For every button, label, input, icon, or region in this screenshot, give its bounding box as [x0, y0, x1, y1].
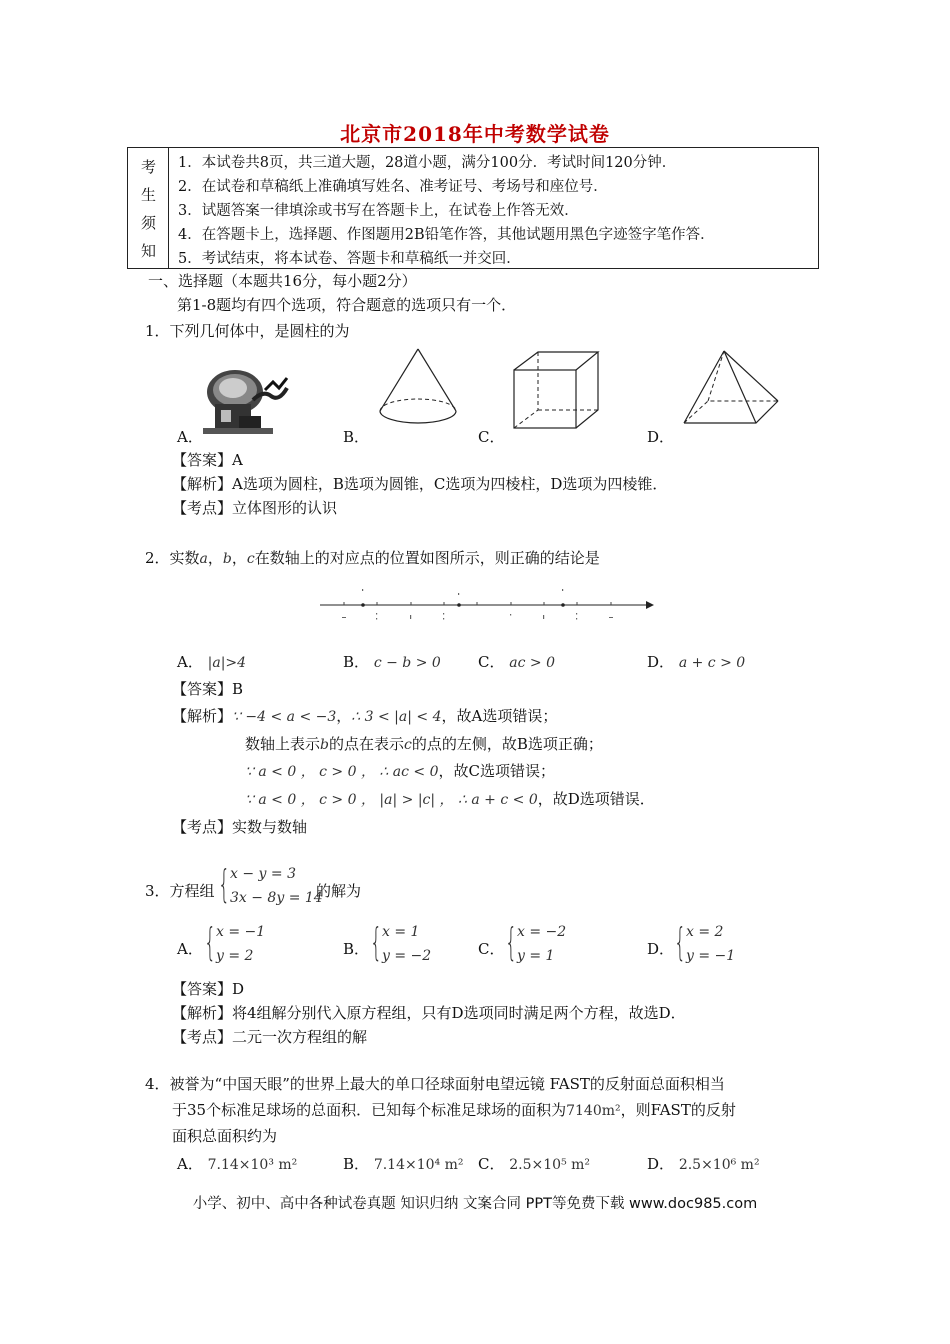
q1-stem: 1．下列几何体中，是圆柱的为: [145, 322, 350, 340]
notice-side-char: 考: [141, 158, 157, 176]
q3-option-b: [370, 922, 450, 972]
q2-analysis-line4: [245, 788, 655, 809]
q2-var-a: a: [199, 551, 208, 567]
q2-option-a-math: |a|>4: [207, 655, 247, 671]
q2-analysis-line1: [172, 705, 557, 726]
page-title: 北京市2018年中考数学试卷: [340, 122, 610, 146]
q2-analysis-text: 的点在表示: [328, 735, 404, 753]
q2-var-c: c: [404, 737, 412, 753]
page-footer: 小学、初中、高中各种试卷真题 知识归纳 文案合同 PPT等免费下载 www.doc985.com: [192, 1196, 758, 1212]
q4-stem-math: 7140m²: [566, 1103, 621, 1119]
q4-option-c-math: 2.5×10⁵ m²: [509, 1157, 591, 1173]
q2-point: 【考点】实数与数轴: [172, 818, 308, 836]
brace-glyph: {: [505, 920, 518, 964]
q2-option-b-math: c − b > 0: [373, 655, 441, 671]
q4-option-b: [343, 1153, 463, 1174]
q3-equation-system: [218, 862, 323, 914]
q3-option-math: y = 1: [517, 948, 555, 964]
pyramid-image: [678, 345, 788, 430]
section-heading: 一、选择题（本题共16分，每小题2分）: [148, 272, 417, 290]
q2-stem-post: 在数轴上的对应点的位置如图所示，则正确的结论是: [254, 549, 600, 567]
cone-image: [374, 345, 464, 435]
notice-line: 1．本试卷共8页，共三道大题，28道小题，满分100分．考试时间120分钟．: [178, 155, 677, 171]
q4-option-c: [478, 1153, 590, 1174]
q3-answer: 【答案】D: [172, 980, 245, 998]
brace-glyph: {: [204, 920, 217, 964]
q2-sep: ，: [207, 549, 223, 567]
q2-analysis-line2: [245, 733, 603, 754]
q4-option-d-label: D．: [647, 1155, 675, 1173]
q4-stem-line2: [172, 1099, 736, 1120]
q1-option-a: A．: [177, 428, 203, 446]
cube-image: [508, 348, 603, 433]
q4-option-b-math: 7.14×10⁴ m²: [373, 1157, 464, 1173]
q4-stem-text: ，则FAST的反射: [620, 1101, 736, 1119]
q3-option-a-label: A．: [177, 940, 203, 958]
q4-option-a: [177, 1153, 297, 1174]
q1-option-d: D．: [647, 428, 675, 446]
brace-glyph: {: [218, 862, 231, 906]
q2-analysis-line3: [245, 760, 555, 781]
q3-option-math: x = −1: [216, 924, 266, 940]
q4-option-a-math: 7.14×10³ m²: [207, 1157, 298, 1173]
q2-analysis-text: 数轴上表示: [245, 735, 321, 753]
q3-stem-post: 的解为: [316, 882, 362, 900]
q1-answer: 【答案】A: [172, 451, 243, 469]
q4-option-d-math: 2.5×10⁶ m²: [678, 1157, 760, 1173]
q1-option-b: B．: [343, 428, 370, 446]
q2-analysis-tail: ，故D选项错误．: [537, 790, 655, 808]
q2-option-b: [343, 651, 441, 672]
q2-sep: ，: [231, 549, 247, 567]
q1-option-c: C．: [478, 428, 505, 446]
q2-var-c: c: [246, 551, 255, 567]
brace-glyph: {: [370, 920, 383, 964]
brace-glyph: {: [674, 920, 687, 964]
q3-option-c: [505, 922, 585, 972]
q1-point: 【考点】立体图形的认识: [172, 499, 338, 517]
q3-option-math: x = −2: [517, 924, 567, 940]
q3-option-d-label: D．: [647, 940, 675, 958]
exam-notice-box: [127, 147, 819, 269]
q2-analysis-math: ∴ 3 < |a| < 4: [351, 709, 442, 725]
q2-stem-pre: 2．实数: [145, 549, 200, 567]
q4-option-c-label: C．: [478, 1155, 505, 1173]
q2-option-a-label: A．: [177, 653, 203, 671]
number-line-figure: [318, 585, 658, 625]
q2-var-b: b: [222, 551, 232, 567]
notice-side-label: [128, 148, 169, 268]
q3-option-math: y = −2: [382, 948, 432, 964]
q3-stem-pre: 3．方程组: [145, 882, 215, 900]
q2-analysis-text: 的点的左侧，故B选项正确；: [411, 735, 603, 753]
q4-stem-text: 于35个标准足球场的总面积．已知每个标准足球场的面积为: [172, 1101, 567, 1119]
q2-option-d-math: a + c > 0: [678, 655, 746, 671]
q2-option-d: [647, 651, 745, 672]
q3-option-b-label: B．: [343, 940, 370, 958]
q4-stem-line1: 4．被誉为“中国天眼”的世界上最大的单口径球面射电望远镜 FAST的反射面总面积相当: [145, 1075, 725, 1093]
q3-option-math: y = −1: [686, 948, 736, 964]
q3-option-c-label: C．: [478, 940, 505, 958]
q3-option-math: x = 2: [686, 924, 724, 940]
q1-analysis: 【解析】A选项为圆柱，B选项为圆锥，C选项为四棱柱，D选项为四棱锥．: [172, 475, 668, 493]
q3-analysis: 【解析】将4组解分别代入原方程组，只有D选项同时满足两个方程，故选D．: [172, 1004, 686, 1022]
q2-analysis-tail: ，故A选项错误；: [441, 707, 558, 725]
q2-option-c-math: ac > 0: [509, 655, 555, 671]
notice-line: 5．考试结束，将本试卷、答题卡和草稿纸一并交回．: [178, 251, 521, 267]
q3-option-a: [204, 922, 284, 972]
q3-option-math: y = 2: [216, 948, 254, 964]
notice-side-char: 须: [141, 214, 157, 232]
q2-answer: 【答案】B: [172, 680, 244, 698]
notice-line: 3．试题答案一律填涂或书写在答题卡上，在试卷上作答无效．: [178, 203, 579, 219]
q2-option-c: [478, 651, 555, 672]
q2-option-c-label: C．: [478, 653, 505, 671]
mushroom-house-image: [195, 360, 310, 440]
notice-line: 4．在答题卡上，选择题、作图题用2B铅笔作答，其他试题用黑色字迹签字笔作答．: [178, 227, 715, 243]
section-intro: 第1-8题均有四个选项，符合题意的选项只有一个．: [177, 296, 517, 314]
q2-option-b-label: B．: [343, 653, 370, 671]
q3-option-math: x = 1: [382, 924, 420, 940]
q2-analysis-tail: ，故C选项错误；: [438, 762, 555, 780]
q3-equation: 3x − 8y = 14: [230, 890, 323, 906]
q4-option-a-label: A．: [177, 1155, 203, 1173]
notice-line: 2．在试卷和草稿纸上准确填写姓名、准考证号、考场号和座位号．: [178, 179, 608, 195]
q2-analysis-math: ∵ a < 0 ， c > 0 ， ∴ ac < 0: [245, 764, 439, 780]
q4-option-b-label: B．: [343, 1155, 370, 1173]
q2-analysis-math: ∵ −4 < a < −3: [232, 709, 337, 725]
notice-side-char: 知: [141, 242, 157, 260]
q3-option-d: [674, 922, 754, 972]
q3-equation: x − y = 3: [230, 866, 296, 882]
q2-analysis-label: 【解析】: [172, 707, 233, 725]
notice-side-char: 生: [141, 186, 157, 204]
q2-option-d-label: D．: [647, 653, 675, 671]
q2-option-a: [177, 651, 246, 672]
q3-point: 【考点】二元一次方程组的解: [172, 1028, 368, 1046]
q2-var-b: b: [320, 737, 329, 753]
q4-option-d: [647, 1153, 760, 1174]
q2-analysis-math: ∵ a < 0 ， c > 0 ， |a| > |c| ， ∴ a + c < 0: [245, 792, 538, 808]
q4-stem-line3: 面积总面积约为: [172, 1127, 278, 1145]
q2-stem: [145, 547, 600, 568]
q2-sep: ，: [336, 707, 352, 725]
